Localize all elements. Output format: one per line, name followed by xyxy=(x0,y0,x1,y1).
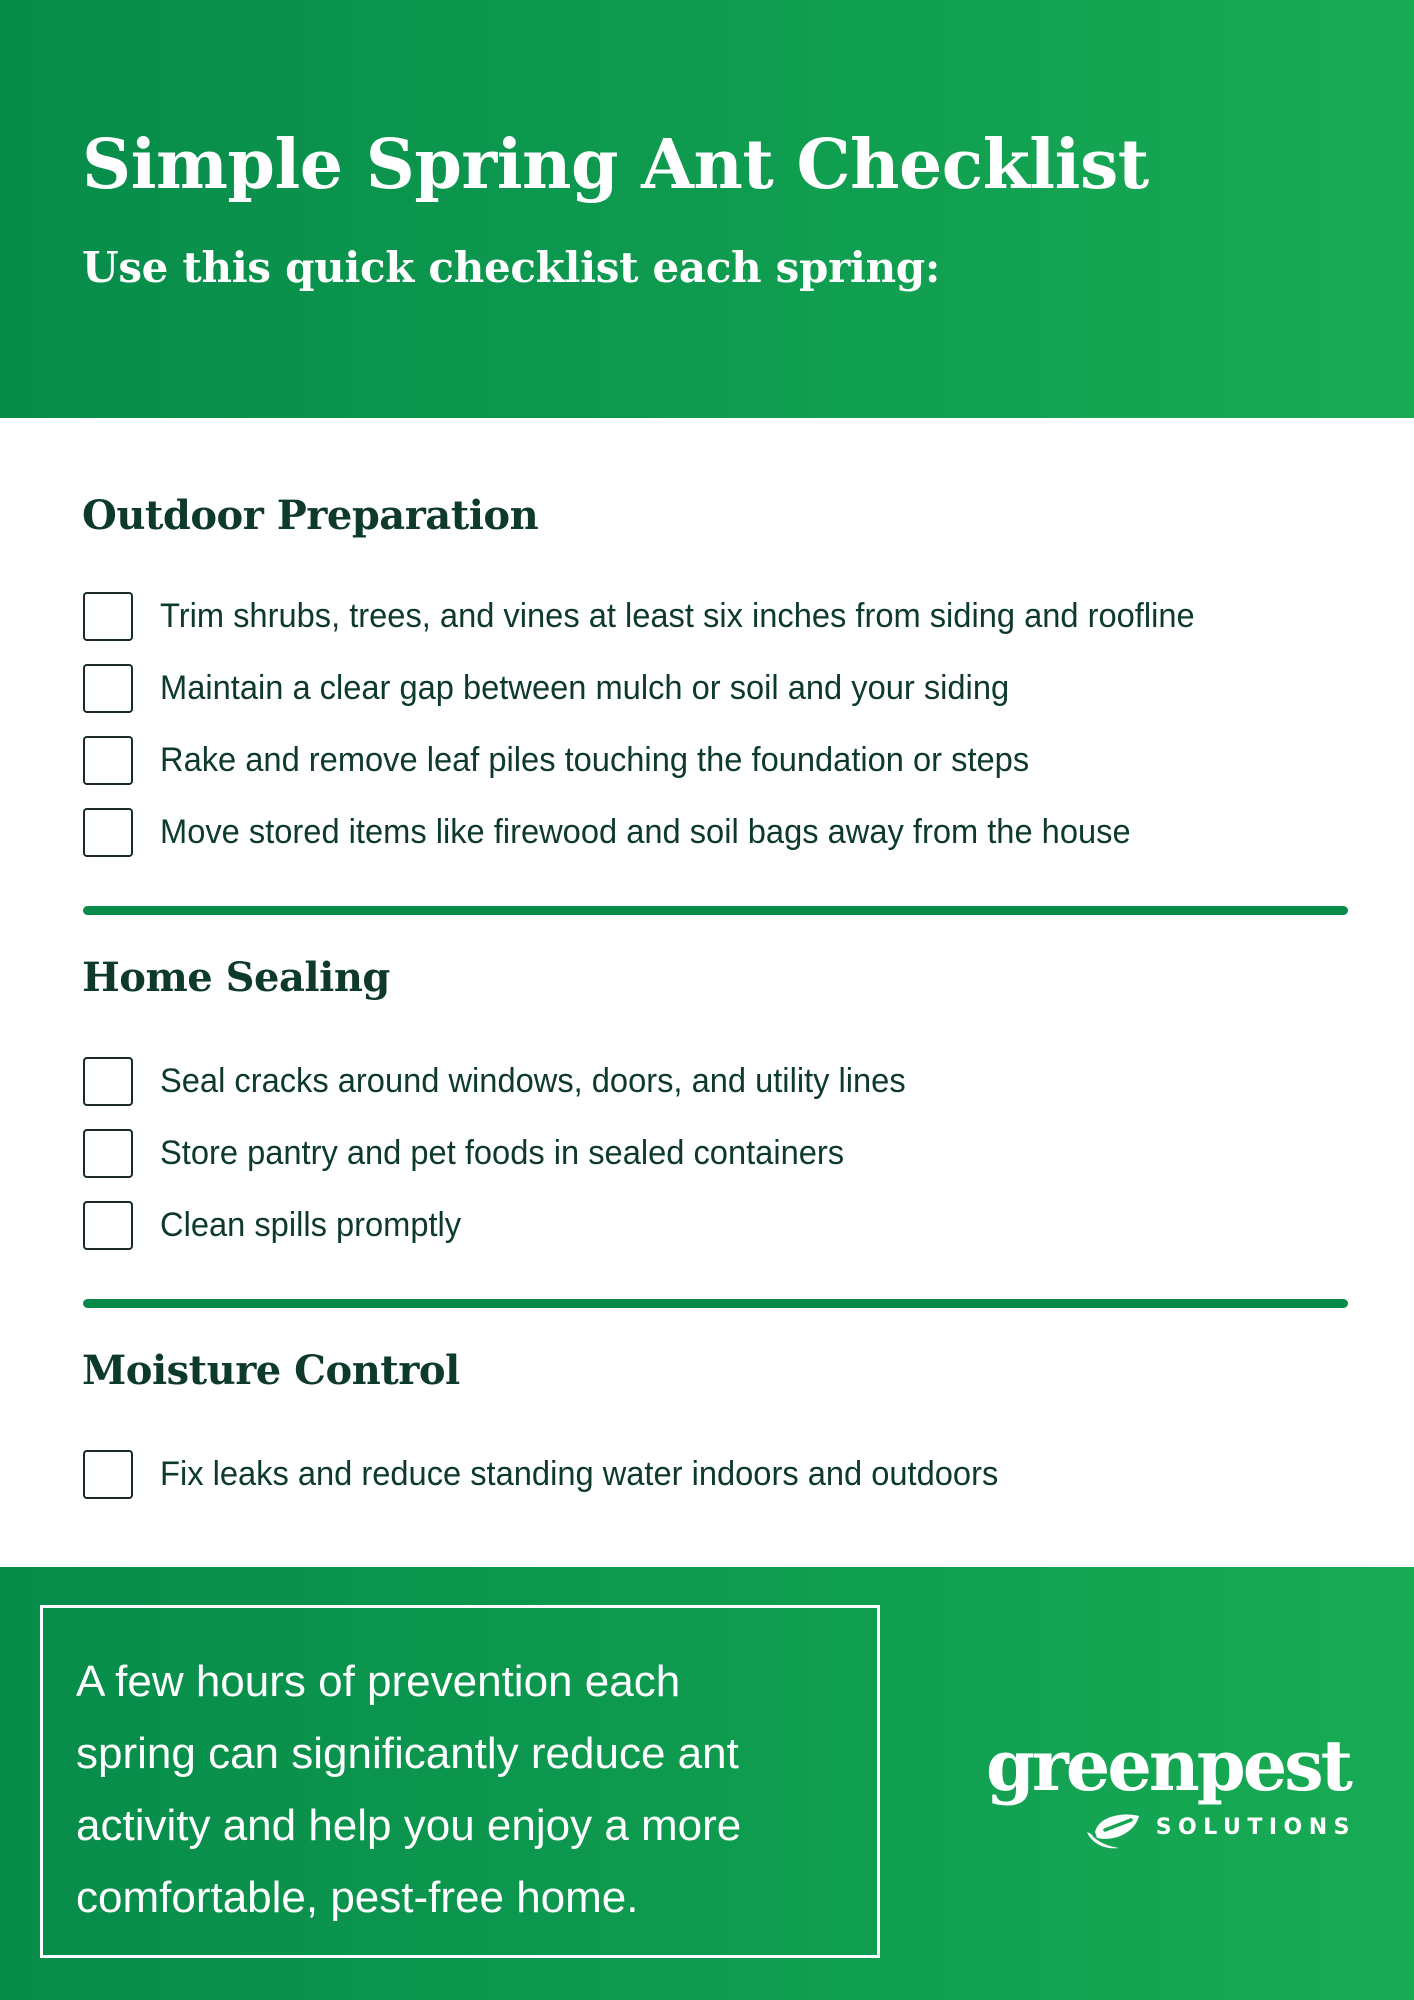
header-banner xyxy=(0,0,1414,418)
checklist-item[interactable] xyxy=(83,1449,1363,1499)
callout-line: comfortable, pest-free home. xyxy=(76,1873,639,1922)
checkbox[interactable] xyxy=(83,592,133,641)
section-divider xyxy=(83,906,1348,915)
checklist-item[interactable] xyxy=(83,591,1363,641)
checklist-item-label: Store pantry and pet foods in sealed containers xyxy=(160,1134,845,1172)
section-heading: Outdoor Preparation xyxy=(82,492,539,539)
checkbox[interactable] xyxy=(83,736,133,785)
checklist-item[interactable] xyxy=(83,1200,1363,1250)
callout-line: spring can significantly reduce ant xyxy=(76,1729,739,1778)
checklist-item[interactable] xyxy=(83,1128,1363,1178)
callout-line: A few hours of prevention each xyxy=(76,1657,681,1706)
checkbox[interactable] xyxy=(83,808,133,857)
checklist-item-label: Trim shrubs, trees, and vines at least six inches from siding and roofline xyxy=(160,597,1195,635)
callout-box xyxy=(40,1605,880,1958)
checklist-item-label: Clean spills promptly xyxy=(160,1206,462,1244)
callout-line: activity and help you enjoy a more xyxy=(76,1801,742,1850)
page-title: Simple Spring Ant Checklist xyxy=(82,125,1149,205)
checkbox[interactable] xyxy=(83,1201,133,1250)
checkbox[interactable] xyxy=(83,1057,133,1106)
company-logo xyxy=(960,1724,1356,1842)
section-heading: Moisture Control xyxy=(82,1347,460,1394)
checklist-item[interactable] xyxy=(83,1056,1363,1106)
checklist-item-label: Fix leaks and reduce standing water indoors and outdoors xyxy=(160,1455,999,1493)
checklist-item[interactable] xyxy=(83,735,1363,785)
checklist-item-label: Seal cracks around windows, doors, and utility lines xyxy=(160,1062,906,1100)
checklist-item[interactable] xyxy=(83,663,1363,713)
checkbox[interactable] xyxy=(83,664,133,713)
checklist-item[interactable] xyxy=(83,807,1363,857)
checkbox[interactable] xyxy=(83,1129,133,1178)
page-subtitle: Use this quick checklist each spring: xyxy=(82,243,941,292)
checklist-item-label: Rake and remove leaf piles touching the foundation or steps xyxy=(160,741,1030,779)
section-heading: Home Sealing xyxy=(82,954,390,1001)
logo-wordmark: greenpest xyxy=(985,1724,1350,1807)
callout-message xyxy=(76,1646,866,1934)
logo-tagline: SOLUTIONS xyxy=(1155,1815,1356,1840)
checklist-item-label: Move stored items like firewood and soil bags away from the house xyxy=(160,813,1131,851)
checkbox[interactable] xyxy=(83,1450,133,1499)
checklist-item-label: Maintain a clear gap between mulch or soil and your siding xyxy=(160,669,1010,707)
section-divider xyxy=(83,1299,1348,1308)
footer-banner xyxy=(0,1567,1414,2000)
leaf-icon xyxy=(1085,1810,1141,1852)
